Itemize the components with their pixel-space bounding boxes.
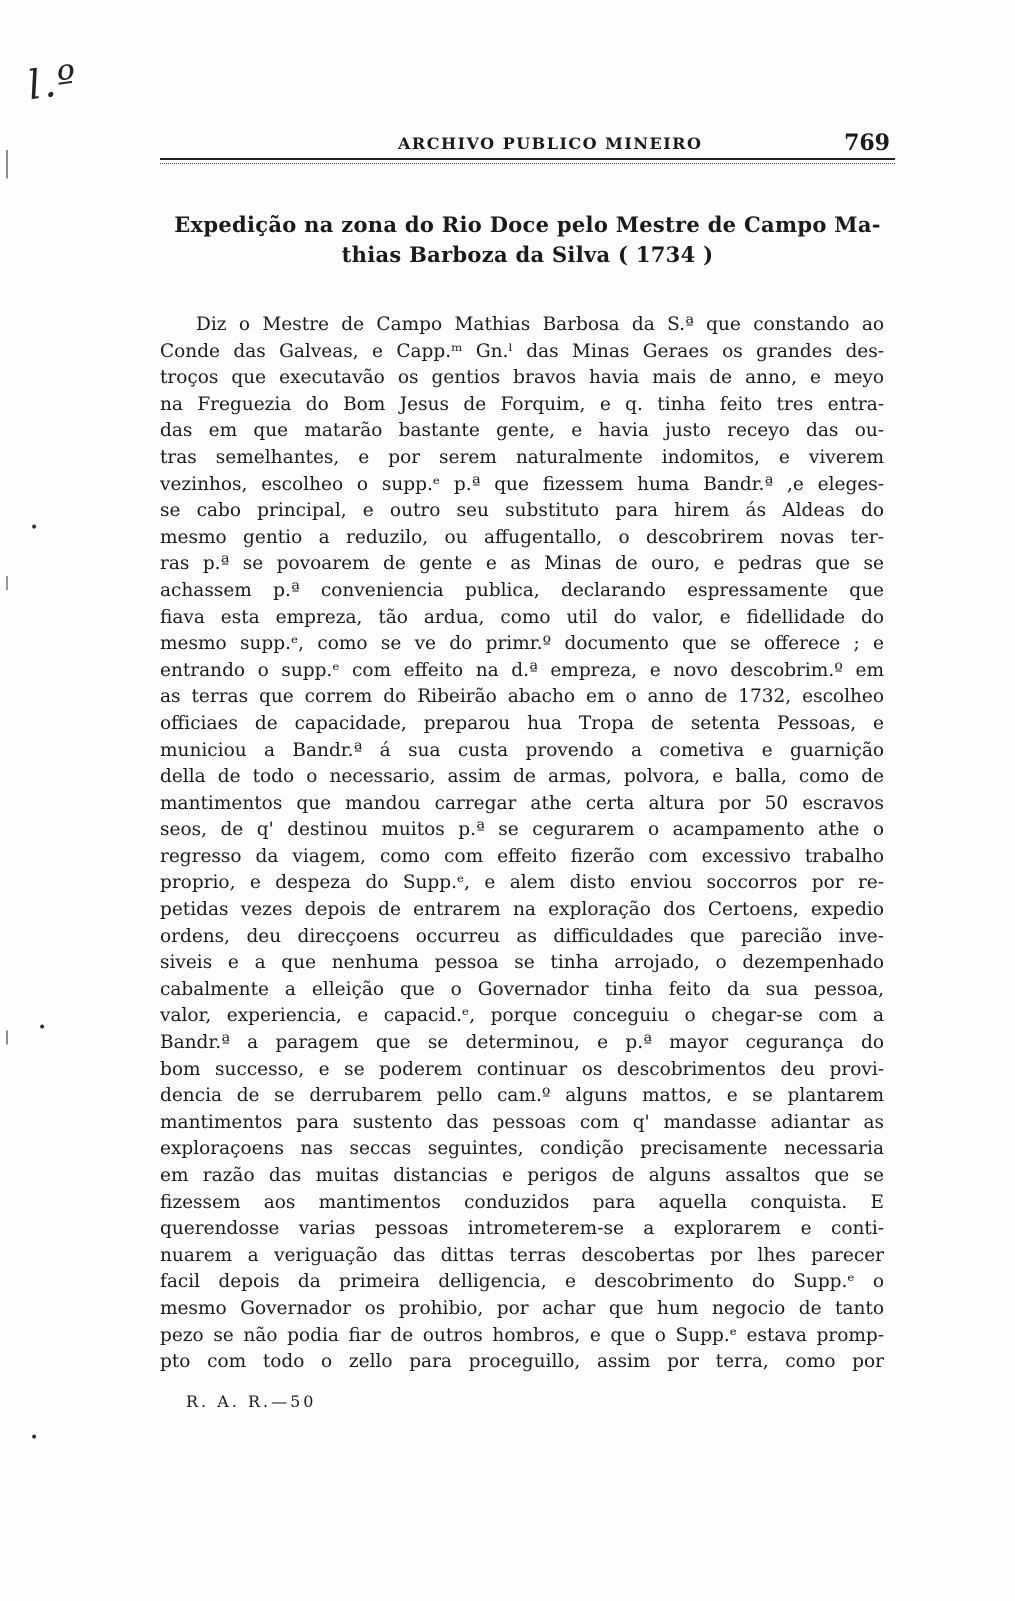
- text-line: entrando o supp.ᵉ com effeito na d.ª empreza, e novo descobrim.º em: [160, 659, 884, 681]
- text-line: dencia de se derrubarem pello cam.º alguns mattos, e se plantarem: [160, 1085, 884, 1107]
- text-line: ordens, deu direcçoens occurreu as difficuldades que parecião inve-: [160, 925, 884, 947]
- text-line: mesmo gentio a reduzilo, ou affugentallo, o descobrirem novas ter-: [160, 526, 884, 548]
- text-line: em razão das muitas distancias e perigos de alguns assaltos que se: [160, 1165, 884, 1186]
- text-line: fizessem aos mantimentos conduzidos para aquella conquista. E: [160, 1191, 884, 1213]
- text-line: pto com todo o zello para proceguillo, assim por terra, como por: [160, 1351, 884, 1373]
- text-line: vezinhos, escolheo o supp.ᵉ p.ª que fizessem huma Bandr.ª ,e eleges-: [160, 473, 884, 495]
- text-line: troços que executavão os gentios bravos havia mais de anno, e meyo: [160, 367, 884, 389]
- page-signature: R. A. R.—50: [186, 1392, 317, 1411]
- header-rule: [160, 158, 895, 164]
- text-line: fiava esta empreza, tão ardua, como util do valor, e fidellidade do: [160, 606, 884, 628]
- running-title: ARCHIVO PUBLICO MINEIRO: [398, 134, 703, 153]
- scan-speck: •: [30, 1430, 39, 1446]
- text-line: nuarem a veriguação das dittas terras descobertas por lhes parecer: [160, 1244, 884, 1266]
- text-line: regresso da viagem, como com effeito fizerão com excessivo trabalho: [160, 845, 884, 867]
- text-line: Conde das Galveas, e Capp.ᵐ Gn.ˡ das Minas Geraes os grandes des-: [160, 340, 884, 362]
- text-line: tras semelhantes, e por serem naturalmente indomitos, e viverem: [160, 446, 884, 468]
- text-line: mantimentos que mandou carregar athe certa altura por 50 escravos: [160, 792, 884, 814]
- text-line: ras p.ª se povoarem de gente e as Minas de ouro, e pedras que se: [160, 553, 884, 575]
- scan-speck: •: [38, 1020, 47, 1036]
- text-line: Bandr.ª a paragem que se determinou, e p.ª mayor cegurança do: [160, 1032, 884, 1054]
- running-header: [160, 130, 900, 160]
- body-paragraph: [160, 312, 884, 1376]
- document-title: [160, 210, 895, 270]
- text-line: mantimentos para sustento das pessoas com q' mandasse adiantar as: [160, 1111, 884, 1133]
- text-line: valor, experiencia, e capacid.ᵉ, porque conceguiu o chegar-se com a: [160, 1005, 884, 1027]
- scan-speck: •: [30, 520, 39, 536]
- text-line: querendosse varias pessoas intrometerem-se a explorarem e conti-: [160, 1218, 884, 1240]
- text-line: achassem p.ª conveniencia publica, declarando espressamente que: [160, 579, 884, 601]
- title-line: thias Barboza da Silva ( 1734 ): [341, 242, 714, 267]
- text-line: mesmo Governador os prohibio, por achar que hum negocio de tanto: [160, 1297, 884, 1319]
- text-line: das em que matarão bastante gente, e havia justo receyo das ou-: [160, 420, 884, 442]
- page-number: 769: [844, 130, 890, 156]
- text-line: as terras que correm do Ribeirão abacho em o anno de 1732, escolheo: [160, 686, 884, 708]
- text-line: petidas vezes depois de entrarem na exploração dos Certoens, expedio: [160, 899, 884, 921]
- text-line: se cabo principal, e outro seu substituto para hirem ás Aldeas do: [160, 500, 884, 522]
- text-line: pezo se não podia fiar de outros hombros, e que o Supp.ᵉ estava promp-: [160, 1324, 884, 1346]
- handwritten-margin-note: l.º: [25, 56, 82, 110]
- text-line: cabalmente a elleição que o Governador tinha feito da sua pessoa,: [160, 978, 884, 1000]
- page-edge-shadow: [6, 150, 8, 1570]
- text-line: mesmo supp.ᵉ, como se ve do primr.º documento que se offerece ; e: [160, 633, 884, 655]
- text-line: bom successo, e se poderem continuar os descobrimentos deu provi-: [160, 1058, 884, 1080]
- text-line: municiou a Bandr.ª á sua custa provendo a cometiva e guarnição: [160, 739, 884, 761]
- text-line: na Freguezia do Bom Jesus de Forquim, e q. tinha feito tres entra-: [160, 393, 884, 415]
- text-line: seos, de q' destinou muitos p.ª se cegurarem o acampamento athe o: [160, 819, 884, 841]
- text-line: facil depois da primeira delligencia, e descobrimento do Supp.ᵉ o: [160, 1271, 884, 1293]
- title-line: Expedição na zona do Rio Doce pelo Mestre de Campo Ma-: [174, 212, 881, 237]
- text-line: officiaes de capacidade, preparou hua Tropa de setenta Pessoas, e: [160, 712, 884, 734]
- text-line: della de todo o necessario, assim de armas, polvora, e balla, como de: [160, 766, 884, 788]
- text-line: Diz o Mestre de Campo Mathias Barbosa da S.ª que constando ao: [196, 314, 884, 335]
- text-line: proprio, e despeza do Supp.ᵉ, e alem disto enviou soccorros por re-: [160, 872, 884, 894]
- text-line: exploraçoens nas seccas seguintes, condição precisamente necessaria: [160, 1138, 884, 1160]
- text-line: siveis e a que nenhuma pessoa se tinha arrojado, o dezempenhado: [160, 952, 884, 974]
